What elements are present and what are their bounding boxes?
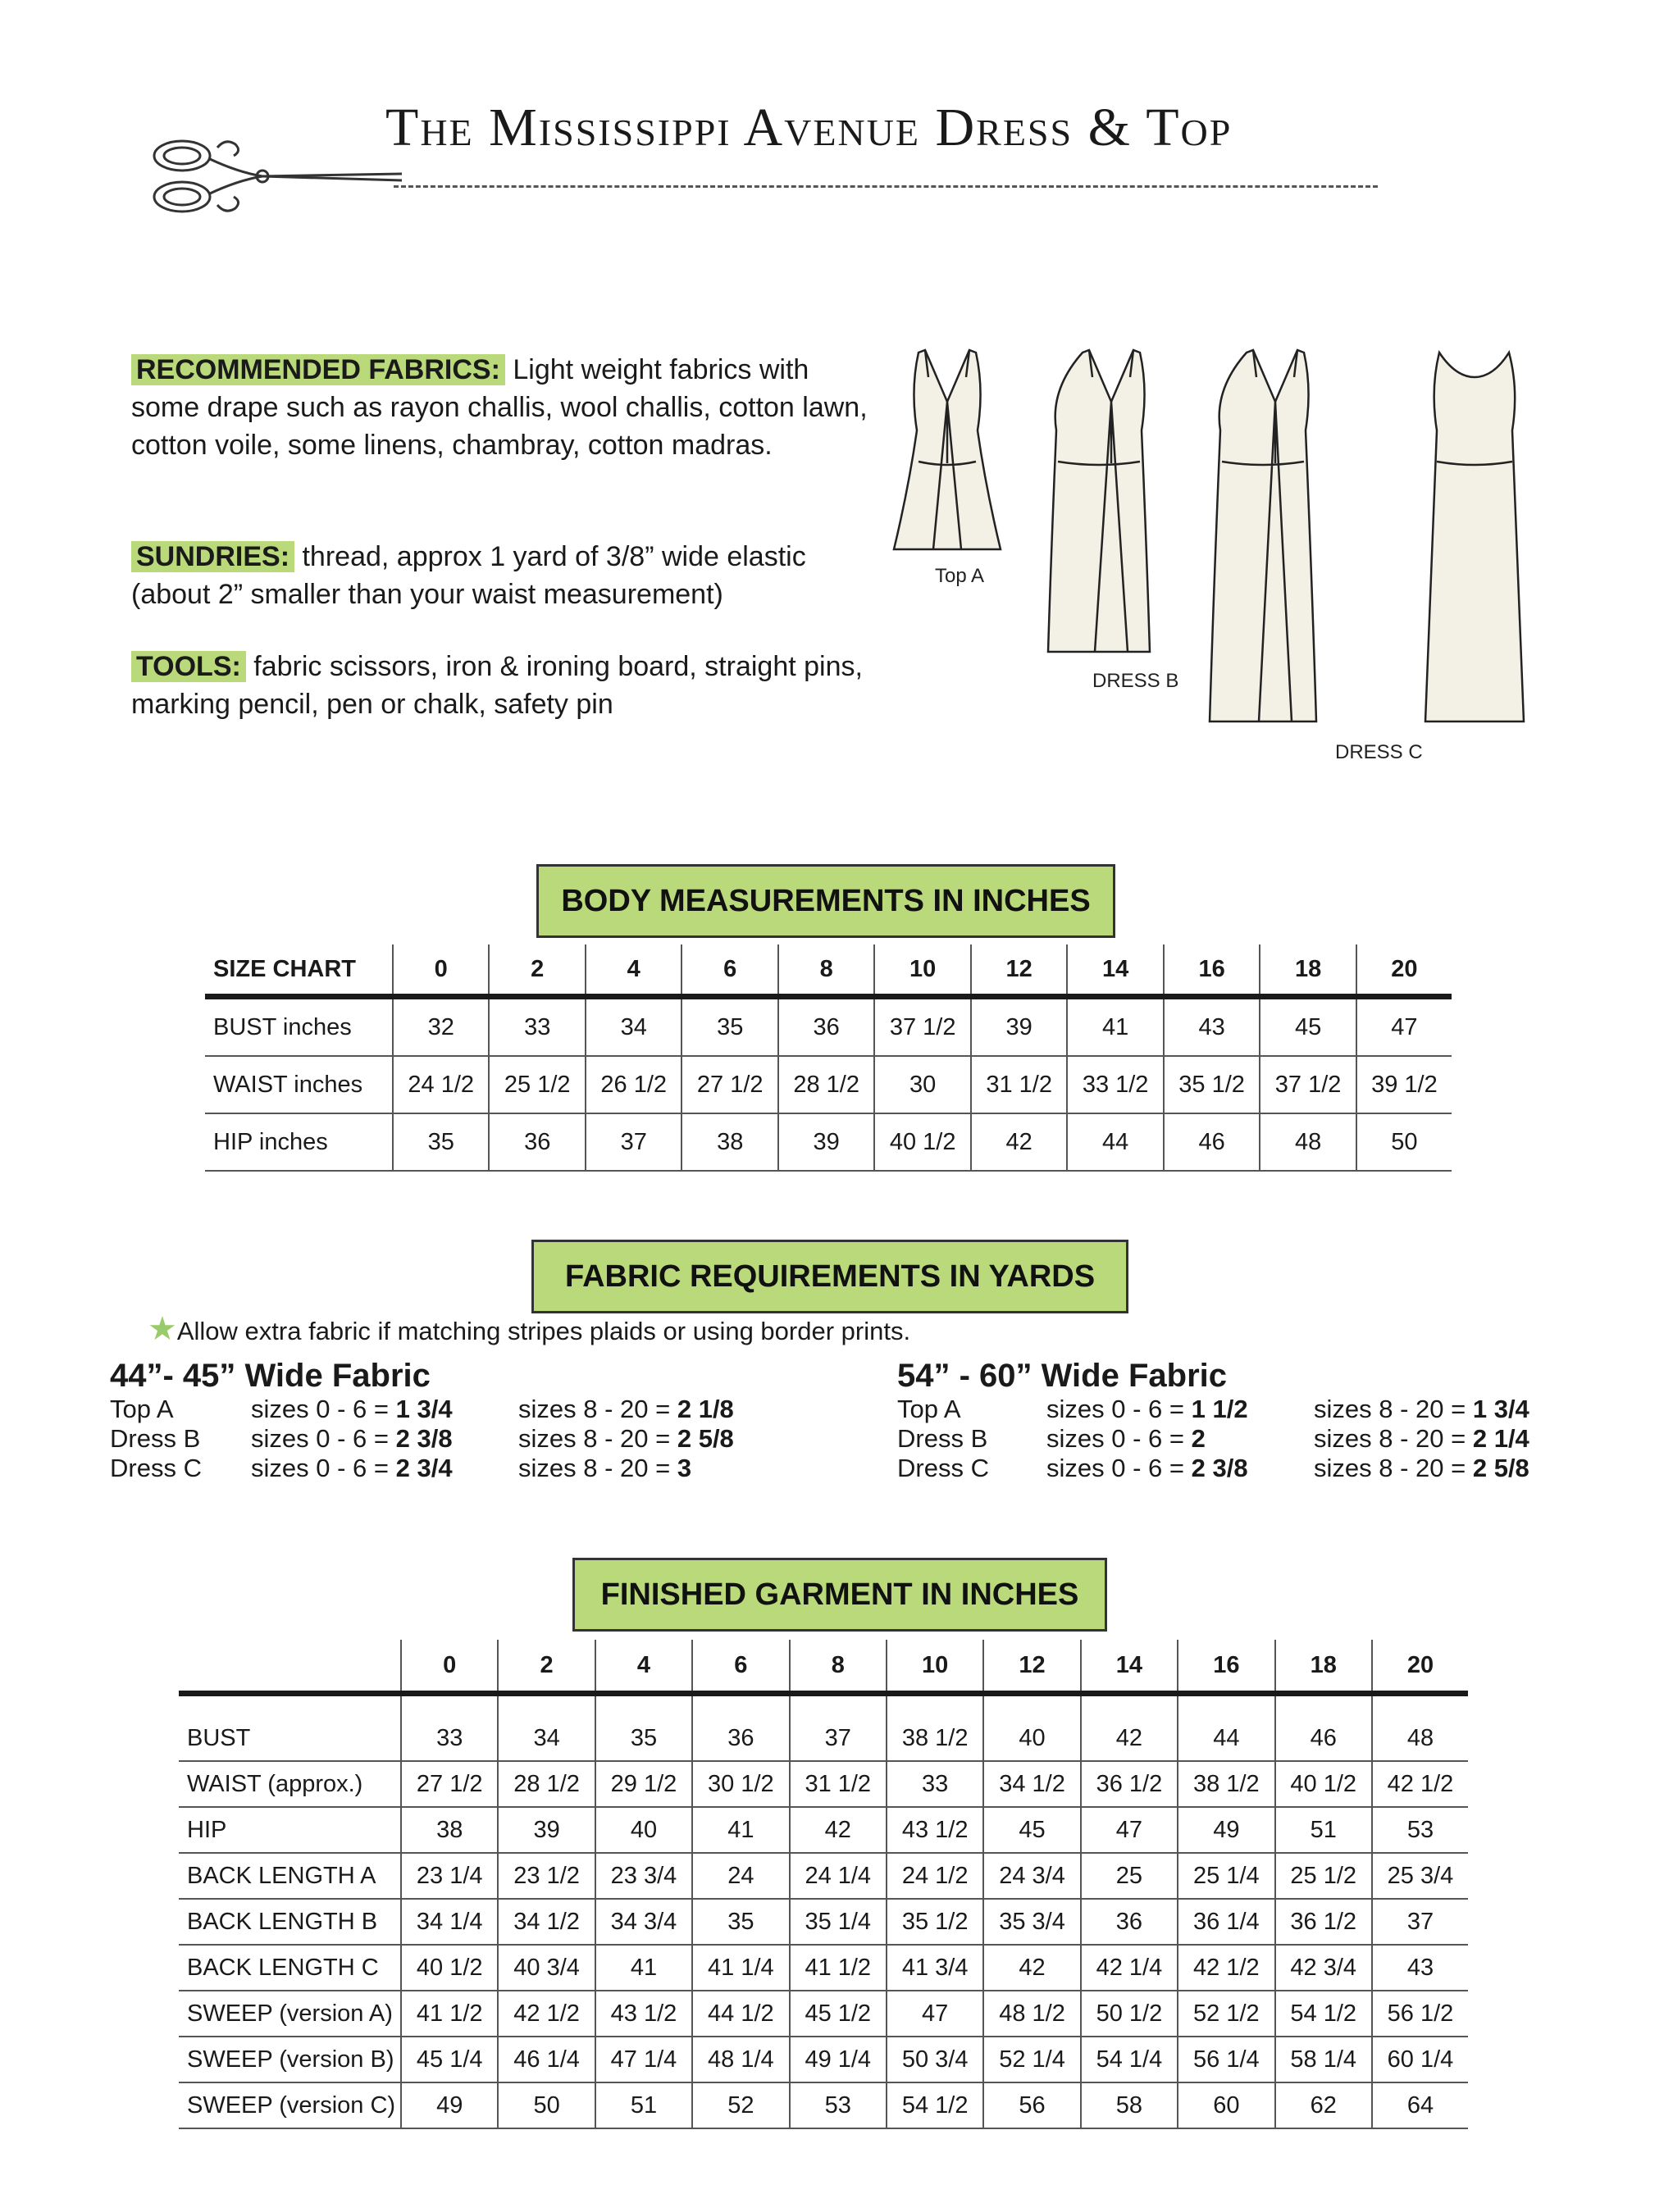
fabric-row-top-a xyxy=(110,1395,848,1424)
table-cell: 40 xyxy=(595,1807,692,1853)
table-cell: 38 xyxy=(682,1113,777,1171)
table-cell: 31 1/2 xyxy=(790,1761,887,1807)
table-cell: 39 xyxy=(778,1113,874,1171)
yardage-value: 2 1/4 xyxy=(1472,1424,1529,1453)
table-cell: 35 xyxy=(393,1113,489,1171)
table-cell: 42 1/2 xyxy=(1178,1945,1274,1991)
yardage-value: 2 3/8 xyxy=(395,1424,453,1453)
size-header: 8 xyxy=(778,944,874,997)
table-cell: 43 xyxy=(1372,1945,1468,1991)
size-header: 14 xyxy=(1067,944,1163,997)
fabric-row-dress-c xyxy=(110,1454,848,1483)
table-cell: 23 3/4 xyxy=(595,1853,692,1899)
row-label: BUST xyxy=(179,1694,401,1762)
table-cell: 34 xyxy=(586,997,682,1057)
yardage-value: 1 3/4 xyxy=(1472,1395,1529,1423)
table-cell: 52 1/2 xyxy=(1178,1991,1274,2037)
size-header: 16 xyxy=(1164,944,1260,997)
table-cell: 39 1/2 xyxy=(1356,1056,1452,1113)
size-header: 0 xyxy=(401,1640,498,1694)
table-row xyxy=(205,1056,1452,1113)
table-cell: 43 xyxy=(1164,997,1260,1057)
table-cell: 58 xyxy=(1081,2082,1178,2128)
size-header: 2 xyxy=(498,1640,595,1694)
size-header: 2 xyxy=(489,944,585,997)
size-range-label: sizes 8 - 20 = xyxy=(518,1424,677,1453)
table-cell: 24 1/2 xyxy=(393,1056,489,1113)
table-cell: 36 xyxy=(489,1113,585,1171)
row-label: WAIST inches xyxy=(205,1056,393,1113)
tools xyxy=(131,648,902,723)
sundries-text: thread, approx 1 yard of 3/8” wide elastic (about 2” smaller than your waist measurement) xyxy=(131,541,806,610)
table-cell: 39 xyxy=(971,997,1067,1057)
table-cell: 24 xyxy=(692,1853,789,1899)
size-header: 8 xyxy=(790,1640,887,1694)
fabric-width-heading: 44”- 45” Wide Fabric xyxy=(110,1358,431,1394)
table-cell: 44 1/2 xyxy=(692,1991,789,2037)
table-cell: 35 3/4 xyxy=(983,1899,1080,1945)
yardage-value: 2 5/8 xyxy=(677,1424,734,1453)
table-row xyxy=(179,1991,1468,2037)
table-cell: 51 xyxy=(1275,1807,1372,1853)
size-header: 18 xyxy=(1275,1640,1372,1694)
star-icon: ★ xyxy=(148,1311,177,1347)
size-range-label: sizes 8 - 20 = xyxy=(1314,1395,1473,1423)
size-range-label: sizes 0 - 6 = xyxy=(251,1395,396,1423)
fabric-row-dress-b xyxy=(897,1424,1635,1454)
table-cell: 36 1/4 xyxy=(1178,1899,1274,1945)
size-header: 0 xyxy=(393,944,489,997)
size-header: 16 xyxy=(1178,1640,1274,1694)
garment-illustrations xyxy=(886,340,1616,783)
dress-c-label: DRESS C xyxy=(1335,741,1423,763)
size-header: 20 xyxy=(1356,944,1452,997)
table-cell: 47 xyxy=(887,1991,983,2037)
row-label: SWEEP (version A) xyxy=(179,1991,401,2037)
row-label: SWEEP (version B) xyxy=(179,2037,401,2082)
yardage-value: 2 xyxy=(1191,1424,1206,1453)
table-cell: 53 xyxy=(1372,1807,1468,1853)
fabric-item: Top A xyxy=(110,1395,174,1423)
size-range-label: sizes 8 - 20 = xyxy=(518,1454,677,1482)
recommended-fabrics-label: RECOMMENDED FABRICS: xyxy=(131,354,505,385)
size-range-label: sizes 0 - 6 = xyxy=(1046,1424,1192,1453)
table-cell: 43 1/2 xyxy=(887,1807,983,1853)
table-cell: 48 xyxy=(1372,1694,1468,1762)
table-cell: 36 xyxy=(692,1694,789,1762)
table-cell: 36 1/2 xyxy=(1275,1899,1372,1945)
table-cell: 45 1/4 xyxy=(401,2037,498,2082)
fabric-row-dress-b xyxy=(110,1424,848,1454)
table-cell: 54 1/2 xyxy=(1275,1991,1372,2037)
size-header: 12 xyxy=(971,944,1067,997)
table-cell: 42 1/2 xyxy=(1372,1761,1468,1807)
table-cell: 24 3/4 xyxy=(983,1853,1080,1899)
table-cell: 41 1/2 xyxy=(790,1945,887,1991)
recommended-fabrics-text: Light weight fabrics with some drape such as rayon challis, wool challis, cotton lawn, cotton voile, some linens, chambray, cotton madras. xyxy=(131,354,868,461)
table-cell: 40 1/2 xyxy=(874,1113,970,1171)
table-cell: 27 1/2 xyxy=(401,1761,498,1807)
fabric-column-wide xyxy=(897,1358,1635,1483)
table-cell: 32 xyxy=(393,997,489,1057)
back-view-illustration xyxy=(1425,353,1524,721)
sundries-label: SUNDRIES: xyxy=(131,541,294,572)
table-cell: 40 1/2 xyxy=(401,1945,498,1991)
table-cell: 52 1/4 xyxy=(983,2037,1080,2082)
table-cell: 34 xyxy=(498,1694,595,1762)
table-cell: 36 xyxy=(1081,1899,1178,1945)
table-cell: 29 1/2 xyxy=(595,1761,692,1807)
table-cell: 33 xyxy=(401,1694,498,1762)
table-cell: 60 xyxy=(1178,2082,1274,2128)
scissors-icon xyxy=(139,131,410,221)
fabric-requirements-title: FABRIC REQUIREMENTS IN YARDS xyxy=(531,1240,1128,1313)
table-cell: 58 1/4 xyxy=(1275,2037,1372,2082)
table-row xyxy=(205,1113,1452,1171)
table-cell: 44 xyxy=(1067,1113,1163,1171)
table-cell: 37 1/2 xyxy=(1260,1056,1356,1113)
table-cell: 52 xyxy=(692,2082,789,2128)
table-cell: 40 1/2 xyxy=(1275,1761,1372,1807)
size-range-label: sizes 0 - 6 = xyxy=(1046,1454,1192,1482)
table-cell: 51 xyxy=(595,2082,692,2128)
table-cell: 38 xyxy=(401,1807,498,1853)
table-cell: 26 1/2 xyxy=(586,1056,682,1113)
table-cell: 25 1/2 xyxy=(1275,1853,1372,1899)
size-range-label: sizes 0 - 6 = xyxy=(251,1424,396,1453)
table-cell: 41 xyxy=(1067,997,1163,1057)
finished-garment-title: FINISHED GARMENT IN INCHES xyxy=(572,1558,1107,1632)
size-range-label: sizes 8 - 20 = xyxy=(1314,1424,1473,1453)
table-cell: 28 1/2 xyxy=(498,1761,595,1807)
title-dashed-rule xyxy=(394,185,1378,188)
table-cell: 53 xyxy=(790,2082,887,2128)
table-cell: 48 xyxy=(1260,1113,1356,1171)
table-cell: 43 1/2 xyxy=(595,1991,692,2037)
table-cell: 27 1/2 xyxy=(682,1056,777,1113)
table-row xyxy=(179,1694,1468,1762)
top-a-label: Top A xyxy=(935,565,985,587)
page-title: The Mississippi Avenue Dress & Top xyxy=(385,98,1233,157)
table-cell: 38 1/2 xyxy=(887,1694,983,1762)
fabric-item: Dress C xyxy=(110,1454,202,1482)
table-cell: 54 1/4 xyxy=(1081,2037,1178,2082)
row-label: HIP xyxy=(179,1807,401,1853)
yardage-value: 2 1/8 xyxy=(677,1395,734,1423)
dress-c-illustration xyxy=(1210,350,1316,721)
table-cell: 54 1/2 xyxy=(887,2082,983,2128)
table-cell: 35 1/2 xyxy=(1164,1056,1260,1113)
size-header: 4 xyxy=(586,944,682,997)
body-measurements-table xyxy=(205,944,1452,1172)
table-cell: 64 xyxy=(1372,2082,1468,2128)
table-cell: 25 1/2 xyxy=(489,1056,585,1113)
table-cell: 49 xyxy=(401,2082,498,2128)
yardage-value: 1 1/2 xyxy=(1191,1395,1248,1423)
table-cell: 41 1/2 xyxy=(401,1991,498,2037)
table-row xyxy=(179,1761,1468,1807)
yardage-value: 2 5/8 xyxy=(1472,1454,1529,1482)
table-row xyxy=(179,2082,1468,2128)
fabric-item: Dress C xyxy=(897,1454,989,1482)
row-label: SWEEP (version C) xyxy=(179,2082,401,2128)
table-cell: 33 xyxy=(887,1761,983,1807)
table-cell: 35 1/2 xyxy=(887,1899,983,1945)
table-cell: 42 1/2 xyxy=(498,1991,595,2037)
tools-label: TOOLS: xyxy=(131,651,246,682)
finished-garment-table xyxy=(179,1640,1468,2129)
table-row xyxy=(179,1807,1468,1853)
yardage-value: 3 xyxy=(677,1454,692,1482)
size-header: 10 xyxy=(887,1640,983,1694)
table-cell: 50 3/4 xyxy=(887,2037,983,2082)
table-cell: 30 1/2 xyxy=(692,1761,789,1807)
table-cell: 36 xyxy=(778,997,874,1057)
body-measurements-title: BODY MEASUREMENTS IN INCHES xyxy=(536,864,1115,938)
size-header: 10 xyxy=(874,944,970,997)
size-range-label: sizes 8 - 20 = xyxy=(518,1395,677,1423)
size-header: 6 xyxy=(692,1640,789,1694)
table-cell: 62 xyxy=(1275,2082,1372,2128)
dress-b-label: DRESS B xyxy=(1092,670,1179,692)
table-cell: 42 xyxy=(1081,1694,1178,1762)
table-cell: 46 xyxy=(1275,1694,1372,1762)
table-cell: 45 xyxy=(1260,997,1356,1057)
table-cell: 40 3/4 xyxy=(498,1945,595,1991)
dress-b-illustration xyxy=(1048,350,1150,652)
size-header: 14 xyxy=(1081,1640,1178,1694)
fabric-width-heading: 54” - 60” Wide Fabric xyxy=(897,1358,1227,1394)
fabric-note xyxy=(148,1310,910,1348)
table-cell: 37 xyxy=(1372,1899,1468,1945)
table-cell: 47 xyxy=(1356,997,1452,1057)
table-row xyxy=(205,997,1452,1057)
size-header: 6 xyxy=(682,944,777,997)
table-row xyxy=(179,2037,1468,2082)
table-cell: 37 xyxy=(586,1113,682,1171)
size-header: 20 xyxy=(1372,1640,1468,1694)
table-cell: 48 1/2 xyxy=(983,1991,1080,2037)
fabric-note-text: Allow extra fabric if matching stripes plaids or using border prints. xyxy=(176,1317,911,1345)
table-cell: 46 xyxy=(1164,1113,1260,1171)
table-cell: 28 1/2 xyxy=(778,1056,874,1113)
size-header: 12 xyxy=(983,1640,1080,1694)
table-cell: 47 xyxy=(1081,1807,1178,1853)
corner-cell xyxy=(179,1640,401,1694)
table-cell: 42 xyxy=(971,1113,1067,1171)
table-cell: 34 1/2 xyxy=(983,1761,1080,1807)
table-cell: 49 1/4 xyxy=(790,2037,887,2082)
table-cell: 25 3/4 xyxy=(1372,1853,1468,1899)
table-cell: 56 1/2 xyxy=(1372,1991,1468,2037)
size-range-label: sizes 8 - 20 = xyxy=(1314,1454,1473,1482)
table-cell: 42 1/4 xyxy=(1081,1945,1178,1991)
table-cell: 47 1/4 xyxy=(595,2037,692,2082)
table-header-row xyxy=(205,944,1452,997)
table-cell: 50 1/2 xyxy=(1081,1991,1178,2037)
size-header: 18 xyxy=(1260,944,1356,997)
table-cell: 33 xyxy=(489,997,585,1057)
fabric-row-dress-c xyxy=(897,1454,1635,1483)
table-cell: 39 xyxy=(498,1807,595,1853)
table-cell: 41 3/4 xyxy=(887,1945,983,1991)
table-cell: 46 1/4 xyxy=(498,2037,595,2082)
table-cell: 37 xyxy=(790,1694,887,1762)
table-cell: 40 xyxy=(983,1694,1080,1762)
table-cell: 41 xyxy=(692,1807,789,1853)
table-cell: 38 1/2 xyxy=(1178,1761,1274,1807)
row-label: WAIST (approx.) xyxy=(179,1761,401,1807)
table-cell: 41 xyxy=(595,1945,692,1991)
table-row xyxy=(179,1899,1468,1945)
table-cell: 60 1/4 xyxy=(1372,2037,1468,2082)
table-cell: 45 xyxy=(983,1807,1080,1853)
fabric-item: Dress B xyxy=(897,1424,988,1453)
table-cell: 24 1/2 xyxy=(887,1853,983,1899)
table-cell: 35 xyxy=(595,1694,692,1762)
row-label: HIP inches xyxy=(205,1113,393,1171)
table-cell: 25 1/4 xyxy=(1178,1853,1274,1899)
table-cell: 36 1/2 xyxy=(1081,1761,1178,1807)
table-cell: 45 1/2 xyxy=(790,1991,887,2037)
table-cell: 35 xyxy=(692,1899,789,1945)
table-cell: 42 xyxy=(983,1945,1080,1991)
table-cell: 31 1/2 xyxy=(971,1056,1067,1113)
table-cell: 33 1/2 xyxy=(1067,1056,1163,1113)
table-cell: 50 xyxy=(1356,1113,1452,1171)
fabric-row-top-a xyxy=(897,1395,1635,1424)
table-header-row xyxy=(179,1640,1468,1694)
row-label: BACK LENGTH B xyxy=(179,1899,401,1945)
table-cell: 42 3/4 xyxy=(1275,1945,1372,1991)
table-cell: 34 1/4 xyxy=(401,1899,498,1945)
size-chart-header: SIZE CHART xyxy=(213,955,356,982)
fabric-item: Dress B xyxy=(110,1424,201,1453)
table-cell: 48 1/4 xyxy=(692,2037,789,2082)
table-cell: 34 3/4 xyxy=(595,1899,692,1945)
table-cell: 41 1/4 xyxy=(692,1945,789,1991)
table-row xyxy=(179,1945,1468,1991)
table-cell: 30 xyxy=(874,1056,970,1113)
row-label: BACK LENGTH A xyxy=(179,1853,401,1899)
size-header: 4 xyxy=(595,1640,692,1694)
table-row xyxy=(179,1853,1468,1899)
recommended-fabrics xyxy=(131,351,869,464)
table-cell: 25 xyxy=(1081,1853,1178,1899)
tools-text: fabric scissors, iron & ironing board, straight pins, marking pencil, pen or chalk, safety pin xyxy=(131,651,863,720)
yardage-value: 2 3/4 xyxy=(395,1454,453,1482)
size-range-label: sizes 0 - 6 = xyxy=(251,1454,396,1482)
yardage-value: 2 3/8 xyxy=(1191,1454,1248,1482)
table-cell: 50 xyxy=(498,2082,595,2128)
table-cell: 23 1/4 xyxy=(401,1853,498,1899)
row-label: BUST inches xyxy=(205,997,393,1057)
table-cell: 49 xyxy=(1178,1807,1274,1853)
table-cell: 23 1/2 xyxy=(498,1853,595,1899)
sundries xyxy=(131,538,886,613)
fabric-item: Top A xyxy=(897,1395,961,1423)
table-cell: 35 xyxy=(682,997,777,1057)
table-cell: 42 xyxy=(790,1807,887,1853)
table-cell: 37 1/2 xyxy=(874,997,970,1057)
row-label: BACK LENGTH C xyxy=(179,1945,401,1991)
table-cell: 56 1/4 xyxy=(1178,2037,1274,2082)
yardage-value: 1 3/4 xyxy=(395,1395,453,1423)
table-cell: 35 1/4 xyxy=(790,1899,887,1945)
table-cell: 44 xyxy=(1178,1694,1274,1762)
fabric-column-narrow xyxy=(110,1358,848,1483)
table-cell: 34 1/2 xyxy=(498,1899,595,1945)
table-cell: 24 1/4 xyxy=(790,1853,887,1899)
table-cell: 56 xyxy=(983,2082,1080,2128)
size-range-label: sizes 0 - 6 = xyxy=(1046,1395,1192,1423)
